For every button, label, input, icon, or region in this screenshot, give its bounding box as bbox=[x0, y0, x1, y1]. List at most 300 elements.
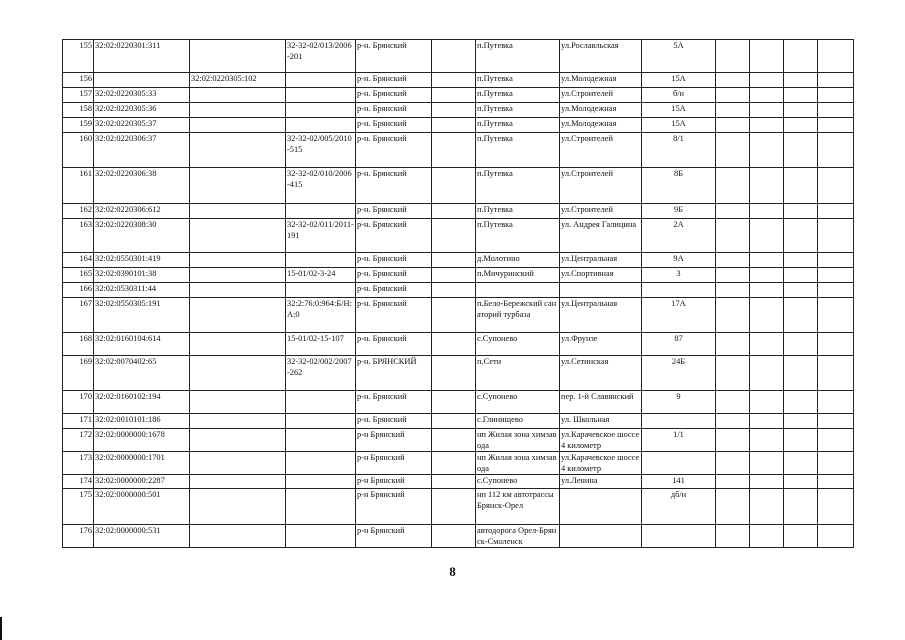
empty-cell-cell bbox=[750, 475, 784, 489]
empty-cell-cell bbox=[716, 414, 750, 429]
locality-cell: п.Путевка bbox=[476, 168, 560, 204]
empty-cell-cell bbox=[818, 40, 854, 73]
table-row bbox=[63, 103, 854, 118]
table-row bbox=[63, 88, 854, 103]
empty-cell-cell bbox=[784, 253, 818, 268]
empty-cell-cell bbox=[750, 40, 784, 73]
locality-cell: нп Жилая зона химзавода bbox=[476, 429, 560, 452]
registration-number-cell bbox=[286, 414, 356, 429]
empty-cell-cell bbox=[784, 391, 818, 414]
locality-cell: п.Путевка bbox=[476, 73, 560, 88]
registration-number-cell: 32-32-02/010/2006-415 bbox=[286, 168, 356, 204]
row-number-cell: 163 bbox=[63, 219, 94, 253]
row-number-cell: 162 bbox=[63, 204, 94, 219]
empty-cell-cell bbox=[432, 475, 476, 489]
district-cell: р-н. Брянский bbox=[356, 168, 432, 204]
empty-cell-cell bbox=[818, 356, 854, 391]
empty-cell-cell bbox=[716, 525, 750, 548]
table-row bbox=[63, 525, 854, 548]
row-number-cell: 175 bbox=[63, 489, 94, 525]
registration-number-cell: 32:2:76:0:964:Б/Н:А:0 bbox=[286, 298, 356, 333]
registration-number-cell bbox=[286, 429, 356, 452]
cadastral-number-cell: 32:02:0000000:2287 bbox=[94, 475, 190, 489]
district-cell: р-н. Брянский bbox=[356, 73, 432, 88]
house-number-cell: 1/1 bbox=[642, 429, 716, 452]
empty-cell-cell bbox=[784, 356, 818, 391]
empty-cell-cell bbox=[818, 219, 854, 253]
house-number-cell bbox=[642, 414, 716, 429]
house-number-cell: 3 bbox=[642, 268, 716, 283]
cadastral-number-cell: 32:02:0390101:38 bbox=[94, 268, 190, 283]
page-number: 8 bbox=[449, 564, 456, 579]
empty-cell-cell bbox=[784, 88, 818, 103]
house-number-cell: 15А bbox=[642, 118, 716, 133]
row-number-cell: 164 bbox=[63, 253, 94, 268]
house-number-cell bbox=[642, 452, 716, 475]
row-number-cell: 158 bbox=[63, 103, 94, 118]
empty-cell-cell bbox=[432, 489, 476, 525]
empty-cell-cell bbox=[432, 525, 476, 548]
empty-cell-cell bbox=[750, 118, 784, 133]
row-number-cell: 176 bbox=[63, 525, 94, 548]
empty-cell-cell bbox=[716, 475, 750, 489]
locality-cell: п.Мичуринский bbox=[476, 268, 560, 283]
cadastral-number-cell: 32:02:0000000:1678 bbox=[94, 429, 190, 452]
empty-cell-cell bbox=[784, 283, 818, 298]
district-cell: р-н. Брянский bbox=[356, 414, 432, 429]
empty-cell-cell bbox=[432, 40, 476, 73]
empty-cell-cell bbox=[818, 452, 854, 475]
street-cell bbox=[560, 489, 642, 525]
table-row bbox=[63, 429, 854, 452]
locality-cell: д.Молотино bbox=[476, 253, 560, 268]
empty-cell-cell bbox=[750, 452, 784, 475]
empty-cell-cell bbox=[716, 103, 750, 118]
district-cell: р-н. Брянский bbox=[356, 253, 432, 268]
empty-cell-cell bbox=[716, 298, 750, 333]
empty-cell-cell bbox=[784, 219, 818, 253]
row-number-cell: 160 bbox=[63, 133, 94, 168]
district-cell: р-н. Брянский bbox=[356, 103, 432, 118]
street-cell: ул.Спортивная bbox=[560, 268, 642, 283]
empty-cell-cell bbox=[716, 133, 750, 168]
empty-cell-cell bbox=[432, 452, 476, 475]
locality-cell: п.Бело-Бережский санаторий турбаза bbox=[476, 298, 560, 333]
row-number-cell: 167 bbox=[63, 298, 94, 333]
empty-cell-cell bbox=[750, 333, 784, 356]
registration-number-cell bbox=[286, 118, 356, 133]
district-cell: р-н. Брянский bbox=[356, 283, 432, 298]
empty-cell-cell bbox=[716, 253, 750, 268]
table-row bbox=[63, 253, 854, 268]
house-number-cell: 9Б bbox=[642, 204, 716, 219]
empty-cell-cell bbox=[750, 356, 784, 391]
empty-cell-cell bbox=[432, 333, 476, 356]
empty-cell-cell bbox=[784, 298, 818, 333]
empty-cell-cell bbox=[818, 133, 854, 168]
empty-cell-cell bbox=[818, 333, 854, 356]
street-cell: ул.Молодежная bbox=[560, 103, 642, 118]
registry-table-body bbox=[63, 40, 854, 548]
table-row bbox=[63, 391, 854, 414]
house-number-cell: 8Б bbox=[642, 168, 716, 204]
empty-cell-cell bbox=[818, 283, 854, 298]
empty-cell-cell bbox=[818, 253, 854, 268]
cadastral-number-cell: 32:02:0220305:33 bbox=[94, 88, 190, 103]
locality-cell: п.Путевка bbox=[476, 219, 560, 253]
table-row bbox=[63, 414, 854, 429]
empty-cell-cell bbox=[784, 40, 818, 73]
cadastral-number-cell: 32:02:0010101:186 bbox=[94, 414, 190, 429]
street-cell: ул.Сетинская bbox=[560, 356, 642, 391]
cadastral-number-cell: 32:02:0220306:38 bbox=[94, 168, 190, 204]
district-cell: р-н. Брянский bbox=[356, 391, 432, 414]
district-cell: р-н Брянский bbox=[356, 475, 432, 489]
street-cell: ул.Молодежная bbox=[560, 73, 642, 88]
cadastral-number-cell: 32:02:0220305:37 bbox=[94, 118, 190, 133]
registration-number-cell: 32-32-02/002/2007-262 bbox=[286, 356, 356, 391]
row-number-cell: 156 bbox=[63, 73, 94, 88]
house-number-cell: 5А bbox=[642, 40, 716, 73]
district-cell: р-н Брянский bbox=[356, 429, 432, 452]
district-cell: р-н. Брянский bbox=[356, 298, 432, 333]
empty-cell-cell bbox=[818, 475, 854, 489]
empty-cell-cell bbox=[818, 118, 854, 133]
empty-cell-cell bbox=[432, 253, 476, 268]
cadastral-number-cell: 32:02:0000000:531 bbox=[94, 525, 190, 548]
district-cell: р-н Брянский bbox=[356, 525, 432, 548]
house-number-cell: 8/1 bbox=[642, 133, 716, 168]
district-cell: р-н. Брянский bbox=[356, 118, 432, 133]
district-cell: р-н. БРЯНСКИЙ bbox=[356, 356, 432, 391]
row-number-cell: 171 bbox=[63, 414, 94, 429]
district-cell: р-н. Брянский bbox=[356, 333, 432, 356]
table-row bbox=[63, 219, 854, 253]
empty-cell-cell bbox=[432, 103, 476, 118]
empty-cell-cell bbox=[750, 268, 784, 283]
locality-cell: с.Супонево bbox=[476, 391, 560, 414]
district-cell: р-н. Брянский bbox=[356, 268, 432, 283]
empty-cell-cell bbox=[784, 333, 818, 356]
empty-cell-cell bbox=[432, 298, 476, 333]
district-cell: р-н Брянский bbox=[356, 452, 432, 475]
empty-cell-cell bbox=[784, 204, 818, 219]
empty-cell-cell bbox=[432, 429, 476, 452]
house-number-cell bbox=[642, 525, 716, 548]
empty-cell-cell bbox=[784, 475, 818, 489]
empty-cell-cell bbox=[432, 88, 476, 103]
locality-cell: п.Путевка bbox=[476, 204, 560, 219]
cadastral-number-cell: 32:02:0550305:191 bbox=[94, 298, 190, 333]
street-cell: ул.Молодежная bbox=[560, 118, 642, 133]
cadastral-number-cell: 32:02:0160104:614 bbox=[94, 333, 190, 356]
table-row bbox=[63, 356, 854, 391]
row-number-cell: 173 bbox=[63, 452, 94, 475]
previous-cadastral-number-cell bbox=[190, 268, 286, 283]
empty-cell-cell bbox=[784, 489, 818, 525]
house-number-cell bbox=[642, 283, 716, 298]
empty-cell-cell bbox=[432, 118, 476, 133]
locality-cell: п.Путевка bbox=[476, 88, 560, 103]
table-row bbox=[63, 118, 854, 133]
district-cell: р-н. Брянский bbox=[356, 133, 432, 168]
empty-cell-cell bbox=[750, 88, 784, 103]
street-cell: ул.Фрунзе bbox=[560, 333, 642, 356]
previous-cadastral-number-cell bbox=[190, 283, 286, 298]
cadastral-number-cell: 32:02:0220305:36 bbox=[94, 103, 190, 118]
empty-cell-cell bbox=[784, 452, 818, 475]
registration-number-cell: 32-32-02/013/2006-201 bbox=[286, 40, 356, 73]
row-number-cell: 157 bbox=[63, 88, 94, 103]
street-cell: ул. Школьная bbox=[560, 414, 642, 429]
previous-cadastral-number-cell: 32:02:0220305:102 bbox=[190, 73, 286, 88]
house-number-cell: б/н bbox=[642, 88, 716, 103]
empty-cell-cell bbox=[818, 525, 854, 548]
empty-cell-cell bbox=[818, 73, 854, 88]
row-number-cell: 166 bbox=[63, 283, 94, 298]
empty-cell-cell bbox=[432, 168, 476, 204]
empty-cell-cell bbox=[432, 268, 476, 283]
empty-cell-cell bbox=[818, 414, 854, 429]
empty-cell-cell bbox=[750, 253, 784, 268]
cadastral-number-cell: 32:02:0550301:419 bbox=[94, 253, 190, 268]
empty-cell-cell bbox=[750, 429, 784, 452]
empty-cell-cell bbox=[784, 429, 818, 452]
street-cell: ул.Рославльская bbox=[560, 40, 642, 73]
locality-cell: п.Путевка bbox=[476, 103, 560, 118]
previous-cadastral-number-cell bbox=[190, 88, 286, 103]
row-number-cell: 159 bbox=[63, 118, 94, 133]
row-number-cell: 161 bbox=[63, 168, 94, 204]
empty-cell-cell bbox=[750, 133, 784, 168]
street-cell bbox=[560, 525, 642, 548]
empty-cell-cell bbox=[716, 452, 750, 475]
table-row bbox=[63, 204, 854, 219]
table-row bbox=[63, 298, 854, 333]
empty-cell-cell bbox=[716, 268, 750, 283]
previous-cadastral-number-cell bbox=[190, 253, 286, 268]
registration-number-cell bbox=[286, 204, 356, 219]
street-cell: ул. Андрея Галицина bbox=[560, 219, 642, 253]
empty-cell-cell bbox=[818, 429, 854, 452]
empty-cell-cell bbox=[716, 391, 750, 414]
cadastral-number-cell: 32:02:0220301:311 bbox=[94, 40, 190, 73]
locality-cell: п.Путевка bbox=[476, 133, 560, 168]
empty-cell-cell bbox=[716, 73, 750, 88]
previous-cadastral-number-cell bbox=[190, 452, 286, 475]
empty-cell-cell bbox=[784, 103, 818, 118]
house-number-cell: 24Б bbox=[642, 356, 716, 391]
table-row bbox=[63, 40, 854, 73]
registration-number-cell: 32-32-02/005/2010-515 bbox=[286, 133, 356, 168]
empty-cell-cell bbox=[818, 391, 854, 414]
street-cell: ул.Центральная bbox=[560, 253, 642, 268]
locality-cell: нп Жилая зона химзавода bbox=[476, 452, 560, 475]
registration-number-cell bbox=[286, 475, 356, 489]
house-number-cell: 9 bbox=[642, 391, 716, 414]
locality-cell: п.Путевка bbox=[476, 118, 560, 133]
empty-cell-cell bbox=[750, 219, 784, 253]
table-row bbox=[63, 475, 854, 489]
empty-cell-cell bbox=[750, 73, 784, 88]
street-cell: ул.Строителей bbox=[560, 204, 642, 219]
cadastral-number-cell: 32:02:0000000:1701 bbox=[94, 452, 190, 475]
empty-cell-cell bbox=[784, 133, 818, 168]
empty-cell-cell bbox=[716, 204, 750, 219]
row-number-cell: 174 bbox=[63, 475, 94, 489]
empty-cell-cell bbox=[432, 204, 476, 219]
cadastral-number-cell: 32:02:0070402:65 bbox=[94, 356, 190, 391]
table-row bbox=[63, 268, 854, 283]
empty-cell-cell bbox=[818, 168, 854, 204]
previous-cadastral-number-cell bbox=[190, 118, 286, 133]
registration-number-cell: 15-01/02-15-107 bbox=[286, 333, 356, 356]
empty-cell-cell bbox=[716, 283, 750, 298]
cadastral-number-cell: 32:02:0160102:194 bbox=[94, 391, 190, 414]
house-number-cell: 9А bbox=[642, 253, 716, 268]
empty-cell-cell bbox=[716, 489, 750, 525]
table-row bbox=[63, 489, 854, 525]
table-row bbox=[63, 73, 854, 88]
previous-cadastral-number-cell bbox=[190, 391, 286, 414]
empty-cell-cell bbox=[716, 88, 750, 103]
empty-cell-cell bbox=[716, 168, 750, 204]
empty-cell-cell bbox=[784, 168, 818, 204]
house-number-cell: 2А bbox=[642, 219, 716, 253]
previous-cadastral-number-cell bbox=[190, 103, 286, 118]
registry-table bbox=[62, 39, 854, 548]
previous-cadastral-number-cell bbox=[190, 525, 286, 548]
empty-cell-cell bbox=[818, 88, 854, 103]
cadastral-number-cell: 32:02:0220306:37 bbox=[94, 133, 190, 168]
registration-number-cell bbox=[286, 489, 356, 525]
locality-cell: с.Супонево bbox=[476, 333, 560, 356]
table-row bbox=[63, 168, 854, 204]
locality-cell bbox=[476, 283, 560, 298]
registration-number-cell bbox=[286, 452, 356, 475]
table-row bbox=[63, 283, 854, 298]
district-cell: р-н Брянский bbox=[356, 489, 432, 525]
street-cell: ул.Центральная bbox=[560, 298, 642, 333]
street-cell bbox=[560, 283, 642, 298]
house-number-cell: 15А bbox=[642, 103, 716, 118]
cadastral-number-cell bbox=[94, 73, 190, 88]
empty-cell-cell bbox=[432, 283, 476, 298]
registration-number-cell: 15-01/02-3-24 bbox=[286, 268, 356, 283]
locality-cell: с.Супонево bbox=[476, 475, 560, 489]
empty-cell-cell bbox=[750, 489, 784, 525]
locality-cell: п.Сети bbox=[476, 356, 560, 391]
previous-cadastral-number-cell bbox=[190, 219, 286, 253]
registration-number-cell bbox=[286, 88, 356, 103]
registration-number-cell bbox=[286, 253, 356, 268]
empty-cell-cell bbox=[716, 356, 750, 391]
row-number-cell: 170 bbox=[63, 391, 94, 414]
district-cell: р-н. Брянский bbox=[356, 88, 432, 103]
previous-cadastral-number-cell bbox=[190, 204, 286, 219]
house-number-cell: 87 bbox=[642, 333, 716, 356]
row-number-cell: 168 bbox=[63, 333, 94, 356]
empty-cell-cell bbox=[716, 219, 750, 253]
empty-cell-cell bbox=[818, 204, 854, 219]
previous-cadastral-number-cell bbox=[190, 475, 286, 489]
house-number-cell: 17А bbox=[642, 298, 716, 333]
table-row bbox=[63, 133, 854, 168]
empty-cell-cell bbox=[716, 118, 750, 133]
house-number-cell: 141 bbox=[642, 475, 716, 489]
previous-cadastral-number-cell bbox=[190, 333, 286, 356]
registration-number-cell bbox=[286, 391, 356, 414]
empty-cell-cell bbox=[716, 40, 750, 73]
table-row bbox=[63, 333, 854, 356]
registration-number-cell: 32-32-02/011/2011-191 bbox=[286, 219, 356, 253]
previous-cadastral-number-cell bbox=[190, 429, 286, 452]
empty-cell-cell bbox=[818, 298, 854, 333]
empty-cell-cell bbox=[818, 268, 854, 283]
empty-cell-cell bbox=[784, 525, 818, 548]
empty-cell-cell bbox=[750, 391, 784, 414]
cadastral-number-cell: 32:02:0220308:30 bbox=[94, 219, 190, 253]
locality-cell: нп 112 км автотрассы Брянск-Орел bbox=[476, 489, 560, 525]
scan-edge-mark bbox=[0, 617, 2, 640]
cadastral-number-cell: 32:02:0530311:44 bbox=[94, 283, 190, 298]
street-cell: ул.Строителей bbox=[560, 88, 642, 103]
previous-cadastral-number-cell bbox=[190, 168, 286, 204]
empty-cell-cell bbox=[750, 525, 784, 548]
empty-cell-cell bbox=[750, 414, 784, 429]
empty-cell-cell bbox=[716, 333, 750, 356]
street-cell: пер. 1-й Славянский bbox=[560, 391, 642, 414]
empty-cell-cell bbox=[750, 103, 784, 118]
street-cell: ул.Ленина bbox=[560, 475, 642, 489]
registration-number-cell bbox=[286, 103, 356, 118]
district-cell: р-н. Брянский bbox=[356, 219, 432, 253]
previous-cadastral-number-cell bbox=[190, 133, 286, 168]
table-row bbox=[63, 452, 854, 475]
street-cell: ул.Строителей bbox=[560, 168, 642, 204]
row-number-cell: 169 bbox=[63, 356, 94, 391]
cadastral-number-cell: 32:02:0000000:501 bbox=[94, 489, 190, 525]
empty-cell-cell bbox=[784, 73, 818, 88]
cadastral-number-cell: 32:02:0220306:612 bbox=[94, 204, 190, 219]
registration-number-cell bbox=[286, 73, 356, 88]
row-number-cell: 165 bbox=[63, 268, 94, 283]
row-number-cell: 155 bbox=[63, 40, 94, 73]
empty-cell-cell bbox=[432, 414, 476, 429]
previous-cadastral-number-cell bbox=[190, 414, 286, 429]
district-cell: р-н. Брянский bbox=[356, 40, 432, 73]
empty-cell-cell bbox=[432, 73, 476, 88]
empty-cell-cell bbox=[432, 356, 476, 391]
empty-cell-cell bbox=[818, 103, 854, 118]
empty-cell-cell bbox=[750, 298, 784, 333]
previous-cadastral-number-cell bbox=[190, 40, 286, 73]
house-number-cell: 15А bbox=[642, 73, 716, 88]
house-number-cell: дб/н bbox=[642, 489, 716, 525]
empty-cell-cell bbox=[750, 283, 784, 298]
locality-cell: с.Глинищево bbox=[476, 414, 560, 429]
registration-number-cell bbox=[286, 283, 356, 298]
empty-cell-cell bbox=[784, 268, 818, 283]
empty-cell-cell bbox=[784, 414, 818, 429]
empty-cell-cell bbox=[432, 391, 476, 414]
empty-cell-cell bbox=[716, 429, 750, 452]
empty-cell-cell bbox=[818, 489, 854, 525]
district-cell: р-н. Брянский bbox=[356, 204, 432, 219]
empty-cell-cell bbox=[432, 133, 476, 168]
empty-cell-cell bbox=[750, 204, 784, 219]
locality-cell: автодорога Орел-Брянск-Смоленск bbox=[476, 525, 560, 548]
